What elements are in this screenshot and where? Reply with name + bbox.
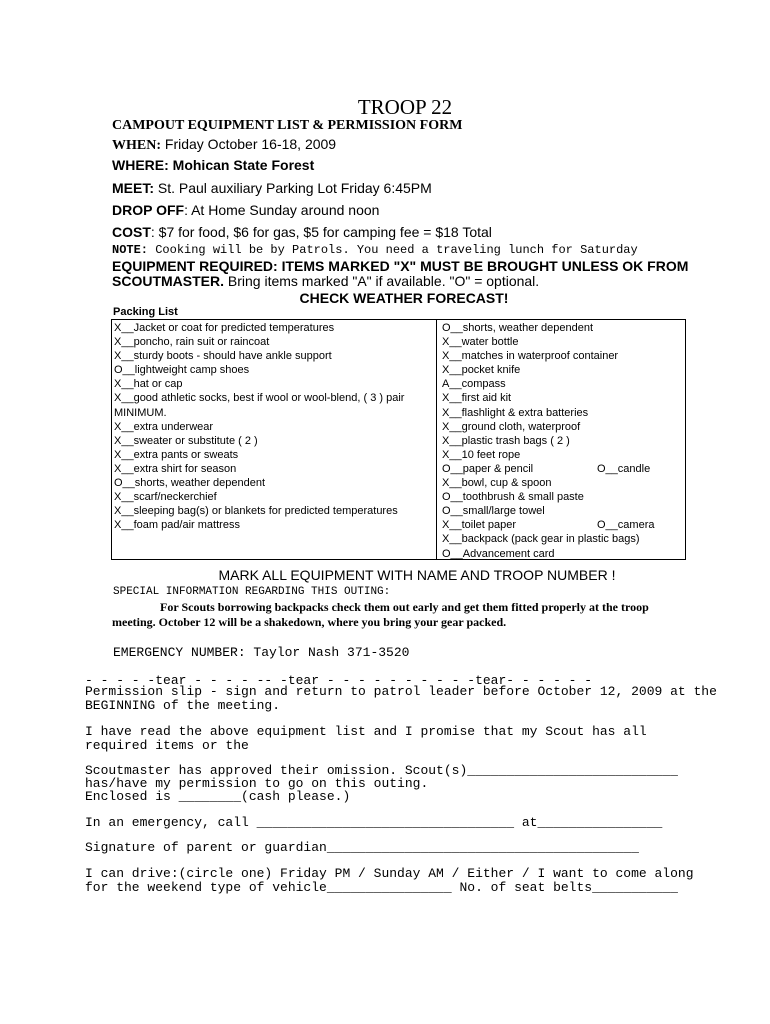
list-item: X__extra underwear — [114, 420, 214, 433]
where-value: Mohican State Forest — [168, 157, 315, 173]
permission-instructions-cont: BEGINNING of the meeting. — [85, 698, 281, 713]
list-item: O__small/large towel — [442, 505, 545, 518]
form-subtitle: CAMPOUT EQUIPMENT LIST & PERMISSION FORM — [112, 118, 463, 133]
mark-equipment-notice: MARK ALL EQUIPMENT WITH NAME AND TROOP NUMBER ! — [218, 567, 616, 583]
meet-label: MEET: — [112, 180, 154, 196]
list-item: O__shorts, weather dependent — [114, 477, 266, 490]
list-item: O__shorts, weather dependent — [442, 322, 594, 334]
table-divider — [436, 320, 437, 559]
permission-statement: has/have my permission to go on this outing. — [85, 776, 429, 791]
emergency-contact-field: In an emergency, call _________________________________ at________________ — [85, 815, 663, 830]
vehicle-field: for the weekend type of vehicle________________ No. of seat belts___________ — [85, 880, 678, 895]
list-item: O__Advancement card — [442, 547, 555, 560]
list-item: O__paper & pencil — [442, 462, 534, 475]
list-item: X__scarf/neckerchief — [114, 491, 217, 504]
when-label: WHEN: — [112, 138, 161, 153]
packing-left-column — [114, 321, 432, 532]
note-line — [112, 243, 638, 257]
emergency-number: EMERGENCY NUMBER: Taylor Nash 371-3520 — [113, 645, 410, 660]
list-item: X__first aid kit — [442, 392, 512, 405]
when-line — [112, 136, 336, 154]
enclosed-field: Enclosed is ________(cash please.) — [85, 789, 351, 804]
list-item-pair — [442, 462, 682, 476]
list-item: O__candle — [597, 462, 651, 475]
special-info-heading: SPECIAL INFORMATION REGARDING THIS OUTING: — [113, 586, 391, 598]
list-item: X__backpack (pack gear in plastic bags) — [442, 533, 640, 546]
list-item: O__camera — [597, 519, 655, 532]
signature-field: Signature of parent or guardian________________________________________ — [85, 840, 639, 855]
list-item: O__lightweight camp shoes — [114, 364, 250, 377]
cost-value: : $7 for food, $6 for gas, $5 for camping fee = $18 Total — [150, 224, 492, 240]
list-item: X__10 feet rope — [442, 448, 521, 461]
list-item: X__water bottle — [442, 336, 519, 349]
packing-list-label: Packing List — [113, 306, 178, 318]
equipment-scoutmaster: SCOUTMASTER. — [112, 273, 224, 289]
equipment-legend-text: Bring items marked "A" if available. "O" = optional. — [224, 273, 540, 289]
list-item: X__extra pants or sweats — [114, 448, 239, 461]
list-item-pair — [442, 518, 682, 532]
list-item: X__plastic trash bags ( 2 ) — [442, 434, 570, 447]
list-item: X__good athletic socks, best if wool or wool-blend, ( 3 ) pair MINIMUM. — [114, 392, 405, 419]
when-value: Friday October 16-18, 2009 — [161, 136, 337, 152]
list-item: X__bowl, cup & spoon — [442, 477, 552, 490]
equipment-required-heading: EQUIPMENT REQUIRED: ITEMS MARKED "X" MUST BE BROUGHT UNLESS OK FROM — [112, 258, 689, 274]
list-item: X__flashlight & extra batteries — [442, 406, 589, 419]
list-item: X__foam pad/air mattress — [114, 519, 240, 532]
list-item: X__sturdy boots - should have ankle support — [114, 350, 332, 363]
meet-value: St. Paul auxiliary Parking Lot Friday 6:45PM — [154, 180, 432, 196]
list-item: X__poncho, rain suit or raincoat — [114, 336, 270, 349]
agreement-text: I have read the above equipment list and I promise that my Scout has all — [85, 724, 647, 739]
where-line — [112, 157, 314, 173]
list-item: X__Jacket or coat for predicted temperatures — [114, 322, 335, 334]
packing-right-column — [442, 321, 682, 561]
dropoff-value: : At Home Sunday around noon — [184, 202, 380, 218]
check-weather-heading: CHECK WEATHER FORECAST! — [299, 290, 509, 306]
dropoff-line — [112, 202, 379, 218]
packing-list-table — [111, 319, 686, 560]
list-item: X__toilet paper — [442, 519, 516, 532]
meet-line — [112, 180, 432, 196]
driving-options: I can drive:(circle one) Friday PM / Sunday AM / Either / I want to come along — [85, 866, 694, 881]
list-item: A__compass — [442, 378, 506, 391]
note-label: NOTE: — [112, 243, 149, 257]
list-item: X__ground cloth, waterproof — [442, 420, 581, 433]
cost-line — [112, 224, 492, 240]
cost-label: COST — [112, 224, 151, 240]
page-title: TROOP 22 — [357, 95, 453, 119]
backpack-note: For Scouts borrowing backpacks check them out early and get them fitted properly at the troop meeting. October 12 will be a shakedown, where you bring your gear packed. — [112, 600, 649, 629]
agreement-text-cont: required items or the — [85, 738, 249, 753]
note-value: Cooking will be by Patrols. You need a traveling lunch for Saturday — [148, 243, 638, 257]
tear-line: - - - - -tear - - - - -- -tear - - - - - - - - - -tear- - - - - - — [85, 673, 593, 688]
list-item: X__hat or cap — [114, 378, 183, 391]
permission-instructions: Permission slip - sign and return to patrol leader before October 12, 2009 at the — [85, 684, 717, 699]
list-item: X__matches in waterproof container — [442, 350, 619, 363]
list-item: O__toothbrush & small paste — [442, 491, 584, 504]
dropoff-label: DROP OFF — [112, 202, 185, 218]
list-item: X__sweater or substitute ( 2 ) — [114, 434, 258, 447]
equipment-legend — [112, 273, 539, 289]
list-item: X__sleeping bag(s) or blankets for predicted temperatures — [114, 505, 398, 518]
list-item: X__extra shirt for season — [114, 462, 237, 475]
scout-name-field: Scoutmaster has approved their omission. Scout(s)___________________________ — [85, 763, 678, 778]
where-label: WHERE: — [112, 157, 169, 173]
list-item: X__pocket knife — [442, 364, 521, 377]
